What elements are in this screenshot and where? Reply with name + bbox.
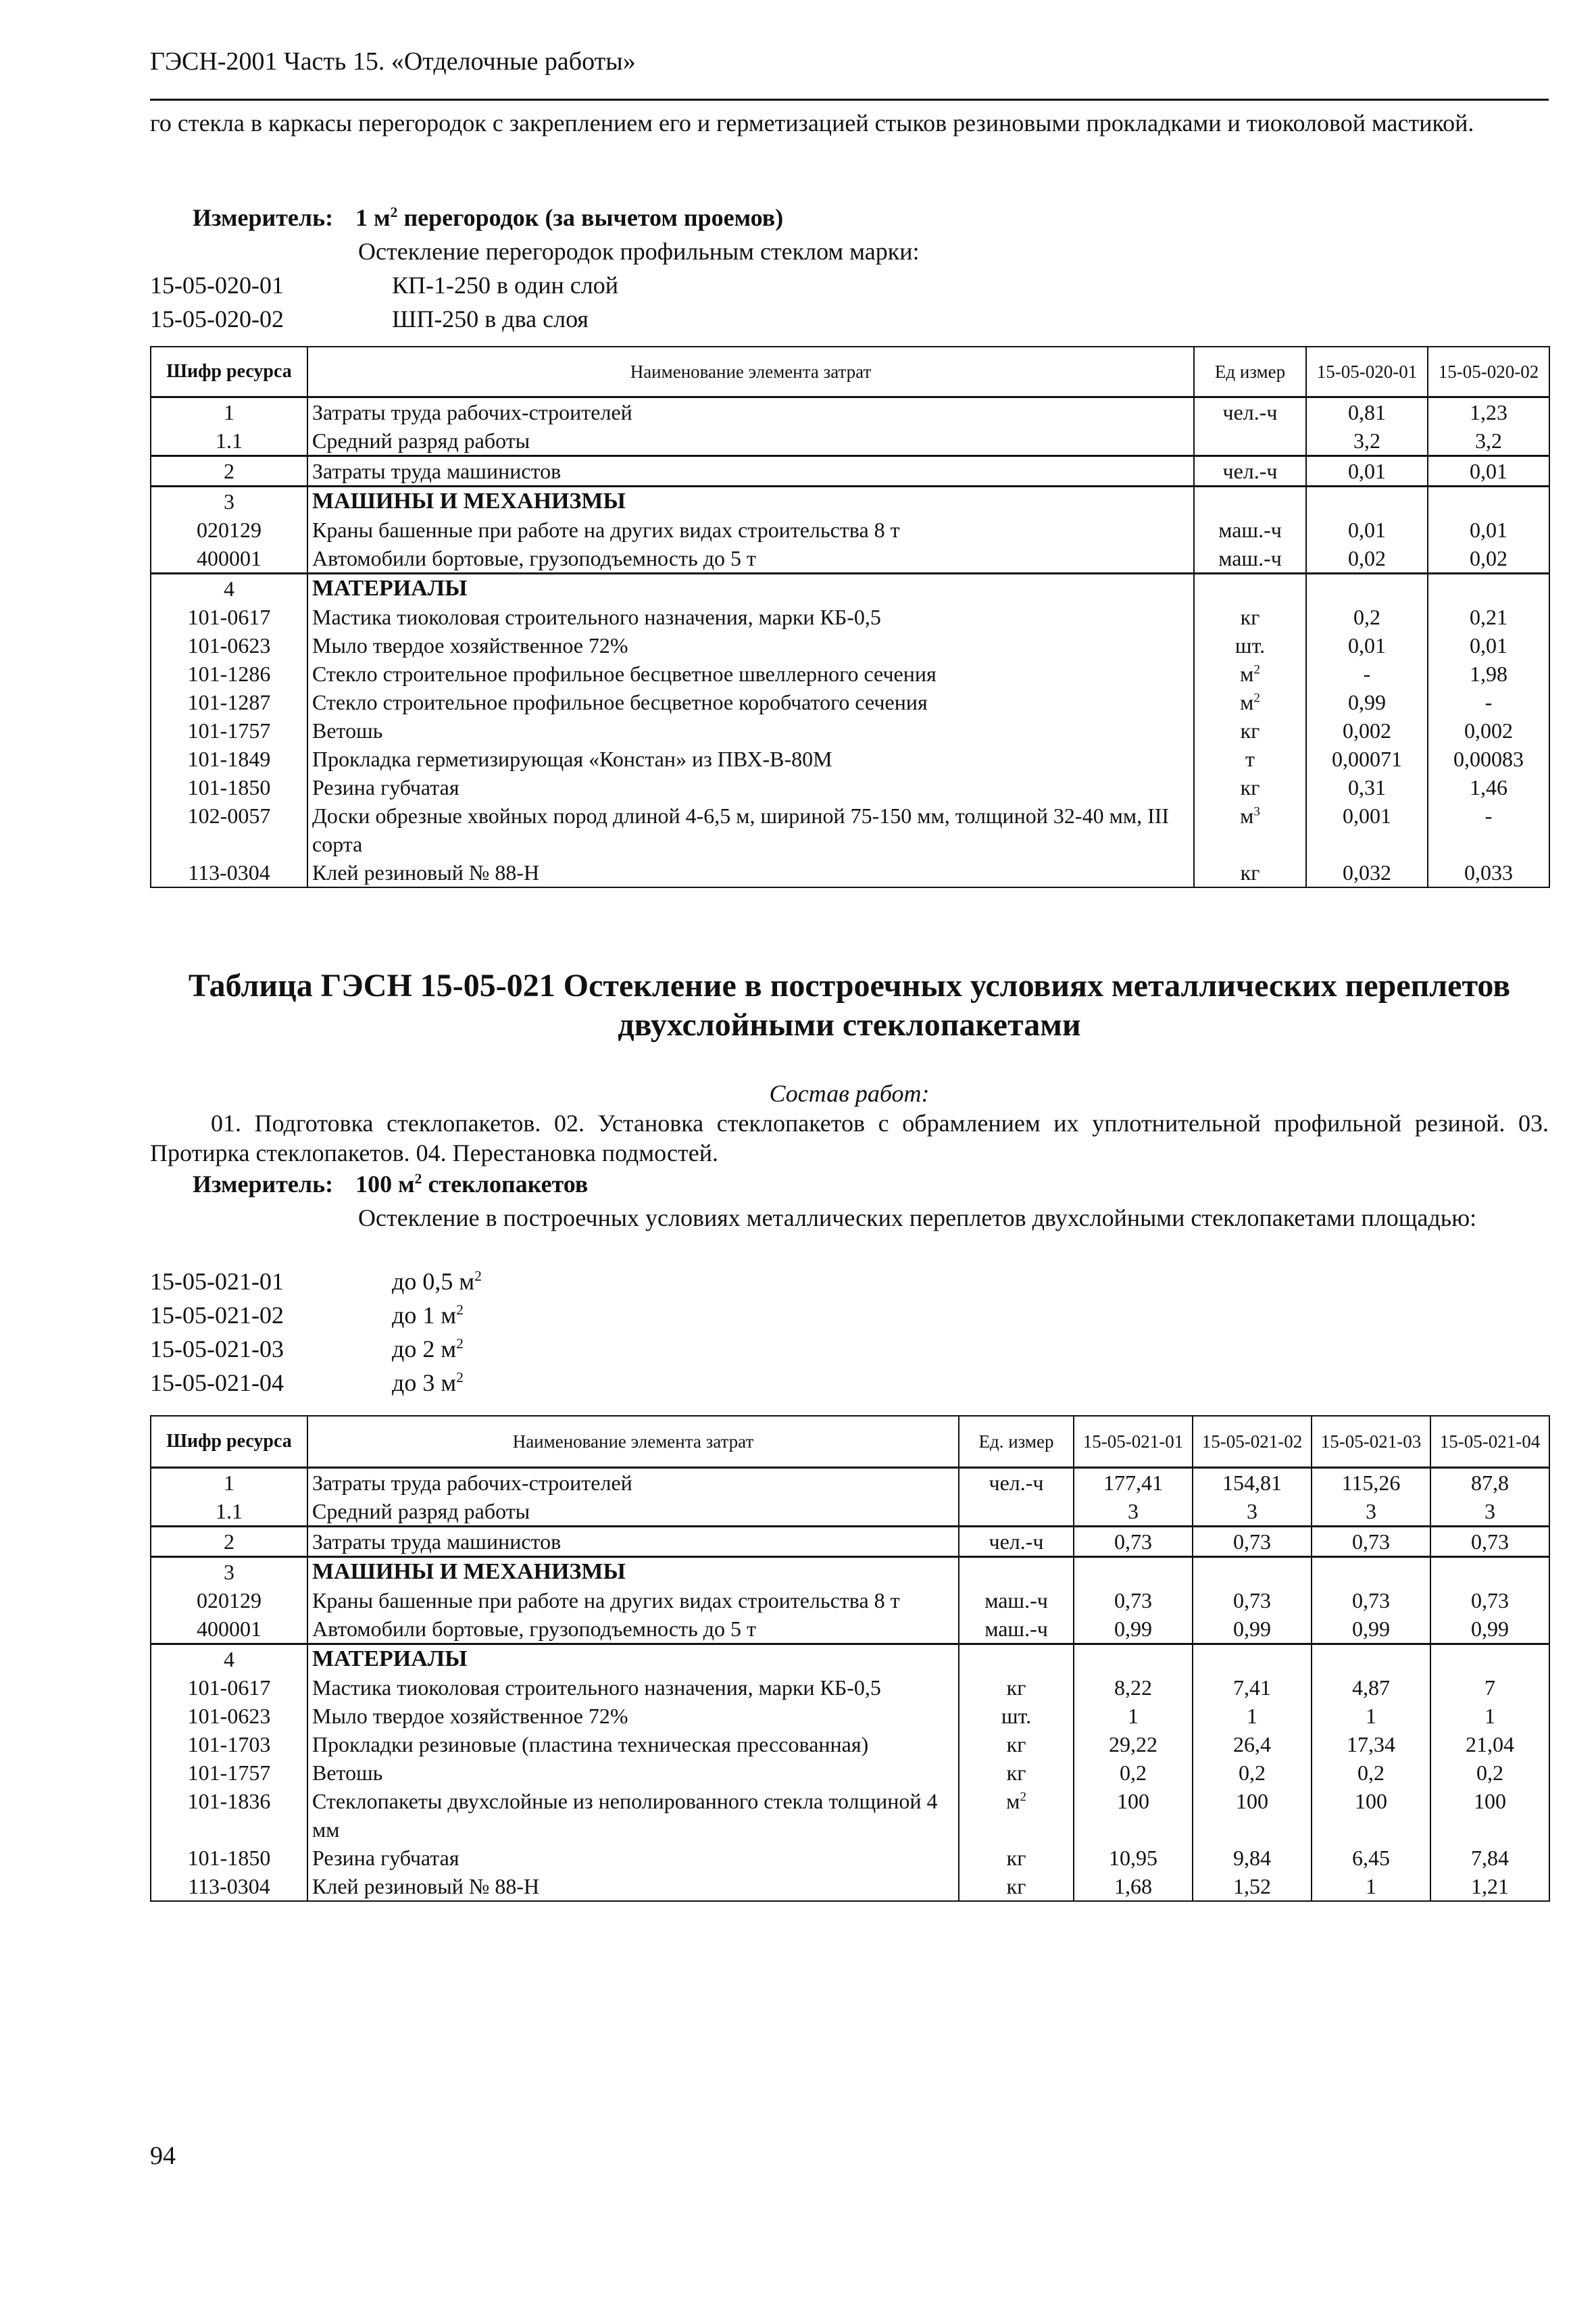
cost-element-name: Ветошь [307,1758,959,1787]
meter-rest: стеклопакетов [422,1171,589,1198]
unit [1194,631,1306,660]
value-cell: 0,2 [1074,1758,1193,1787]
norm-code: 15-05-021-01 [150,1268,284,1295]
norm-code: 15-05-020-02 [150,305,284,333]
norm-code-desc [392,304,589,334]
cost-element-name: Краны башенные при работе на других видах строительства 8 т [307,516,1194,544]
unit [1194,456,1306,486]
norm-code-desc [392,1266,482,1296]
value-cell [1430,1556,1549,1586]
table-row [151,1730,1549,1758]
cost-element-name: МАШИНЫ И МЕХАНИЗМЫ [307,1556,959,1586]
value-cell: 0,01 [1306,456,1428,486]
resource-code: 101-0623 [151,1702,307,1730]
resource-code: 101-1287 [151,688,307,716]
resource-code: 2 [151,456,307,486]
value-cell: 87,8 [1430,1467,1549,1497]
table-row [151,1467,1549,1497]
unit [1194,688,1306,716]
norm-code-desc [392,270,618,300]
unit [1194,858,1306,887]
table-row [151,1556,1549,1586]
norm-code-desc-text: ШП-250 в два слоя [392,305,589,333]
value-cell: 0,02 [1306,544,1428,574]
value-cell: 0,00071 [1306,745,1428,773]
works-intro-2: Остекление в построечных условиях металлических переплетов двухслойными стеклопакетами площадью: [358,1204,1477,1231]
value-cell: 8,22 [1074,1673,1193,1702]
value-cell: 3 [1312,1497,1430,1527]
value-cell: 0,99 [1074,1615,1193,1644]
cost-element-name: Автомобили бортовые, грузоподъемность до 5 т [307,1615,959,1644]
cost-element-name: Стеклопакеты двухслойные из неполированного стекла толщиной 4 мм [307,1787,959,1844]
unit [1194,716,1306,745]
intro-paragraph: го стекла в каркасы перегородок с закреплением его и герметизацией стыков резиновыми прокладками и тиоколовой мастикой. [150,109,1474,137]
resource-code: 020129 [151,516,307,544]
unit-text: маш.-ч [1218,517,1282,542]
meter-value: 1 м [355,204,391,231]
unit [959,1467,1074,1497]
unit-text: м [1240,803,1254,828]
value-cell: 0,00083 [1428,745,1549,773]
unit [1194,426,1306,456]
cost-element-name: Мастика тиоколовая строительного назначения, марки КБ-0,5 [307,603,1194,631]
value-cell: 3 [1074,1497,1193,1527]
unit-text: кг [1006,1760,1026,1785]
unit [959,1758,1074,1787]
value-cell: 3 [1430,1497,1549,1527]
value-cell: 0,01 [1428,516,1549,544]
value-cell: - [1306,660,1428,688]
value-cell: 100 [1430,1787,1549,1844]
table-row [151,631,1549,660]
header-name: Наименование элемента затрат [307,347,1194,397]
value-cell: 115,26 [1312,1467,1430,1497]
value-cell: 1 [1312,1872,1430,1901]
unit [1194,745,1306,773]
resource-code: 3 [151,1556,307,1586]
table-row [151,603,1549,631]
unit [959,1644,1074,1673]
unit-text: кг [1006,1845,1026,1870]
table-row [151,516,1549,544]
unit-text: кг [1240,860,1260,885]
unit-text: шт. [1235,633,1266,658]
cost-element-name: Средний разряд работы [307,1497,959,1527]
table-row [151,486,1549,516]
resource-code: 020129 [151,1586,307,1615]
composition-label: Состав работ: [769,1080,930,1107]
meter-value: 100 м [355,1171,415,1198]
value-cell [1193,1556,1312,1586]
cost-element-name: Мастика тиоколовая строительного назначения, марки КБ-0,5 [307,1673,959,1702]
value-cell: 0,01 [1306,631,1428,660]
unit-text: кг [1006,1731,1026,1756]
cost-element-name: Клей резиновый № 88-Н [307,1872,959,1901]
value-cell: 7 [1430,1673,1549,1702]
norm-code-desc [392,1334,464,1364]
header-col-2: 15-05-020-02 [1428,347,1549,397]
resource-code: 101-1850 [151,1844,307,1872]
header-code: Шифр ресурса [151,347,307,397]
value-cell: 0,31 [1306,773,1428,802]
cost-element-name: Резина губчатая [307,1844,959,1872]
resource-table-1 [150,346,1550,888]
unit [959,1586,1074,1615]
value-cell: 0,73 [1312,1586,1430,1615]
resource-code: 101-1757 [151,1758,307,1787]
norm-code-desc [392,1300,464,1330]
norm-code-desc-sup: 2 [456,1335,464,1352]
value-cell: 0,01 [1428,456,1549,486]
table-row [151,1758,1549,1787]
header-col-1: 15-05-021-01 [1074,1416,1193,1467]
unit [1194,660,1306,688]
table-row [151,858,1549,887]
unit-text: чел.-ч [1222,458,1278,483]
value-cell: 0,81 [1306,397,1428,426]
value-cell: 0,99 [1193,1615,1312,1644]
value-cell: 0,99 [1312,1615,1430,1644]
cost-element-name: Клей резиновый № 88-Н [307,858,1194,887]
header-col-1: 15-05-020-01 [1306,347,1428,397]
value-cell [1428,573,1549,603]
value-cell: 21,04 [1430,1730,1549,1758]
resource-code: 101-1849 [151,745,307,773]
value-cell: 1 [1074,1702,1193,1730]
unit [1194,544,1306,574]
table-row [151,573,1549,603]
table-row [151,544,1549,574]
header-code: Шифр ресурса [151,1416,307,1467]
value-cell: 29,22 [1074,1730,1193,1758]
table-row [151,660,1549,688]
works-intro-1: Остекление перегородок профильным стеклом марки: [358,238,920,265]
resource-code: 4 [151,573,307,603]
cost-element-name: Ветошь [307,716,1194,745]
cost-element-name: Затраты труда рабочих-строителей [307,397,1194,426]
value-cell: 0,73 [1193,1526,1312,1556]
value-cell: 1,98 [1428,660,1549,688]
unit-text: чел.-ч [989,1529,1044,1554]
resource-code: 101-0623 [151,631,307,660]
page-number: 94 [150,2142,176,2170]
meter-label: Измеритель: [193,204,334,231]
table-row [151,397,1549,426]
value-cell: 1 [1430,1702,1549,1730]
composition-text: 01. Подготовка стеклопакетов. 02. Установка стеклопакетов с обрамлением их уплотнительной профильной резиной. 03. Протирка стеклопакетов. 04. Перестановка подмостей. [150,1110,1549,1166]
value-cell: 100 [1193,1787,1312,1844]
meter-sup: 2 [390,204,398,220]
table-row [151,456,1549,486]
unit [959,1730,1074,1758]
resource-code: 101-1850 [151,773,307,802]
value-cell [1193,1644,1312,1673]
value-cell: - [1428,688,1549,716]
unit [1194,397,1306,426]
resource-code: 1.1 [151,426,307,456]
unit [959,1844,1074,1872]
value-cell: 17,34 [1312,1730,1430,1758]
unit [959,1615,1074,1644]
value-cell: 0,2 [1193,1758,1312,1787]
unit [959,1787,1074,1844]
resource-code: 3 [151,486,307,516]
value-cell: 0,2 [1430,1758,1549,1787]
value-cell: 9,84 [1193,1844,1312,1872]
resource-code: 101-0617 [151,1673,307,1702]
meter-rest: перегородок (за вычетом проемов) [397,204,784,231]
table-row [151,1586,1549,1615]
resource-code: 4 [151,1644,307,1673]
table-row [151,1844,1549,1872]
cost-element-name: Прокладка герметизирующая «Констан» из ПВХ-В-80М [307,745,1194,773]
resource-code: 400001 [151,1615,307,1644]
unit [1194,603,1306,631]
cost-element-name: Затраты труда машинистов [307,456,1194,486]
value-cell: 0,033 [1428,858,1549,887]
unit [1194,486,1306,516]
cost-element-name: МАТЕРИАЛЫ [307,1644,959,1673]
norm-code-desc-sup: 2 [456,1369,464,1385]
header-unit: Ед. измер [959,1416,1074,1467]
value-cell: 154,81 [1193,1467,1312,1497]
table-row [151,1702,1549,1730]
unit-sup: 3 [1253,804,1260,818]
value-cell: 0,73 [1430,1586,1549,1615]
unit-text: кг [1240,718,1260,743]
table-row [151,688,1549,716]
cost-element-name: Стекло строительное профильное бесцветное швеллерного сечения [307,660,1194,688]
cost-element-name: МАТЕРИАЛЫ [307,573,1194,603]
header-unit: Ед измер [1194,347,1306,397]
running-header: ГЭСН-2001 Часть 15. «Отделочные работы» [150,47,636,76]
unit-text: кг [1240,774,1260,799]
value-cell [1306,573,1428,603]
cost-element-name: Средний разряд работы [307,426,1194,456]
table-row [151,1673,1549,1702]
value-cell [1306,486,1428,516]
value-cell: 177,41 [1074,1467,1193,1497]
resource-code: 102-0057 [151,802,307,858]
unit-text: маш.-ч [984,1616,1048,1641]
cost-element-name: Затраты труда машинистов [307,1526,959,1556]
header-col-4: 15-05-021-04 [1430,1416,1549,1467]
value-cell: 1,68 [1074,1872,1193,1901]
resource-code: 101-1757 [151,716,307,745]
value-cell: 0,73 [1074,1586,1193,1615]
resource-code: 101-0617 [151,603,307,631]
resource-code: 101-1836 [151,1787,307,1844]
value-cell: 0,2 [1312,1758,1430,1787]
resource-code: 1.1 [151,1497,307,1527]
resource-code: 113-0304 [151,1872,307,1901]
value-cell [1074,1556,1193,1586]
unit-text: м [1240,689,1254,714]
resource-code: 1 [151,1467,307,1497]
header-col-3: 15-05-021-03 [1312,1416,1430,1467]
norm-code-desc-text: КП-1-250 в один слой [392,272,619,299]
meter-line-2 [193,1169,588,1199]
resource-table-2 [150,1415,1550,1902]
value-cell: 0,73 [1074,1526,1193,1556]
value-cell: 1,46 [1428,773,1549,802]
unit [959,1872,1074,1901]
unit-text: шт. [1001,1703,1032,1728]
value-cell: 1,23 [1428,397,1549,426]
value-cell: 0,01 [1428,631,1549,660]
resource-code: 101-1286 [151,660,307,688]
value-cell: 6,45 [1312,1844,1430,1872]
unit [1194,773,1306,802]
norm-code: 15-05-021-04 [150,1369,284,1396]
unit [959,1702,1074,1730]
resource-code: 113-0304 [151,858,307,887]
value-cell: 0,99 [1430,1615,1549,1644]
value-cell: 10,95 [1074,1844,1193,1872]
unit-text: т [1245,746,1255,771]
value-cell: 0,01 [1306,516,1428,544]
table-row [151,773,1549,802]
unit-text: чел.-ч [1222,399,1278,424]
value-cell: 0,73 [1193,1586,1312,1615]
cost-element-name: Прокладки резиновые (пластина техническая прессованная) [307,1730,959,1758]
table-row [151,1872,1549,1901]
value-cell [1430,1644,1549,1673]
value-cell: 0,001 [1306,802,1428,858]
cost-element-name: Мыло твердое хозяйственное 72% [307,1702,959,1730]
table-row [151,1787,1549,1844]
unit-text: кг [1240,604,1260,629]
unit-sup: 2 [1020,1789,1026,1804]
value-cell [1074,1644,1193,1673]
table-row [151,426,1549,456]
unit-text: кг [1006,1873,1026,1898]
value-cell [1312,1556,1430,1586]
value-cell [1428,486,1549,516]
value-cell: 1 [1193,1702,1312,1730]
unit-sup: 2 [1253,690,1260,705]
table-row [151,1644,1549,1673]
norm-code: 15-05-020-01 [150,272,284,299]
table-row [151,1615,1549,1644]
unit-text: чел.-ч [989,1470,1044,1495]
cost-element-name: Краны башенные при работе на других видах строительства 8 т [307,1586,959,1615]
header-name: Наименование элемента затрат [307,1416,959,1467]
table-row [151,716,1549,745]
value-cell: 0,002 [1306,716,1428,745]
resource-code: 400001 [151,544,307,574]
value-cell: 3,2 [1306,426,1428,456]
resource-code: 2 [151,1526,307,1556]
value-cell: 0,99 [1306,688,1428,716]
unit [959,1497,1074,1527]
value-cell: 0,2 [1306,603,1428,631]
value-cell [1312,1644,1430,1673]
table-row [151,745,1549,773]
resource-code: 1 [151,397,307,426]
norm-code-desc-text: до 1 м [392,1302,457,1329]
norm-code: 15-05-021-03 [150,1335,284,1362]
unit-text: м [1240,661,1254,686]
value-cell: 7,84 [1430,1844,1549,1872]
norm-code-desc-text: до 2 м [392,1335,457,1362]
table-title: Таблица ГЭСН 15-05-021 Остекление в построечных условиях металлических переплетов двухслойными стеклопакетами [188,968,1511,1043]
unit [1194,802,1306,858]
unit-text: м [1006,1788,1020,1813]
meter-sup: 2 [414,1171,422,1187]
cost-element-name: МАШИНЫ И МЕХАНИЗМЫ [307,486,1194,516]
unit [959,1556,1074,1586]
norm-code-desc-sup: 2 [456,1302,464,1318]
unit-text: кг [1006,1675,1026,1700]
value-cell: - [1428,802,1549,858]
unit [1194,573,1306,603]
cost-element-name: Доски обрезные хвойных пород длиной 4-6,5 м, шириной 75-150 мм, толщиной 32-40 мм, III сорта [307,802,1194,858]
value-cell: 1,52 [1193,1872,1312,1901]
cost-element-name: Автомобили бортовые, грузоподъемность до 5 т [307,544,1194,574]
resource-code: 101-1703 [151,1730,307,1758]
value-cell: 7,41 [1193,1673,1312,1702]
cost-element-name: Мыло твердое хозяйственное 72% [307,631,1194,660]
cost-element-name: Резина губчатая [307,773,1194,802]
norm-code-desc-sup: 2 [474,1268,482,1284]
table-row [151,1497,1549,1527]
value-cell: 0,002 [1428,716,1549,745]
header-rule [150,99,1549,101]
unit [1194,516,1306,544]
value-cell: 4,87 [1312,1673,1430,1702]
norm-code: 15-05-021-02 [150,1302,284,1329]
unit [959,1526,1074,1556]
unit-text: маш.-ч [1218,545,1282,570]
table-row [151,1526,1549,1556]
table-row [151,802,1549,858]
value-cell: 0,73 [1430,1526,1549,1556]
norm-code-desc-text: до 0,5 м [392,1268,475,1295]
unit-sup: 2 [1253,662,1260,676]
cost-element-name: Стекло строительное профильное бесцветное коробчатого сечения [307,688,1194,716]
value-cell: 0,032 [1306,858,1428,887]
unit [959,1673,1074,1702]
norm-code-desc [392,1368,464,1398]
value-cell: 0,21 [1428,603,1549,631]
value-cell: 1,21 [1430,1872,1549,1901]
unit-text: маш.-ч [984,1587,1048,1613]
value-cell: 0,02 [1428,544,1549,574]
norm-code-desc-text: до 3 м [392,1369,457,1396]
value-cell: 100 [1312,1787,1430,1844]
cost-element-name: Затраты труда рабочих-строителей [307,1467,959,1497]
meter-label: Измеритель: [193,1171,334,1198]
meter-line-1 [193,203,783,232]
value-cell: 100 [1074,1787,1193,1844]
value-cell: 3 [1193,1497,1312,1527]
value-cell: 26,4 [1193,1730,1312,1758]
value-cell: 0,73 [1312,1526,1430,1556]
value-cell: 1 [1312,1702,1430,1730]
header-col-2: 15-05-021-02 [1193,1416,1312,1467]
value-cell: 3,2 [1428,426,1549,456]
